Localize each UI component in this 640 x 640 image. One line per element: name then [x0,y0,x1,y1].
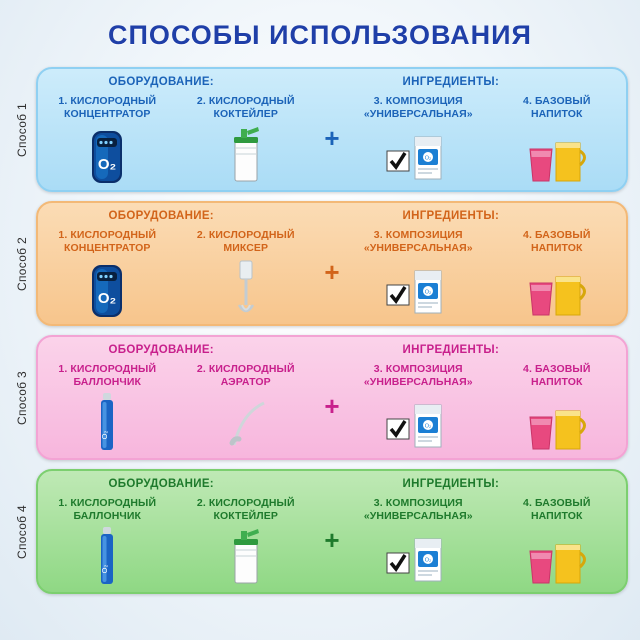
item-number: 2. [196,95,206,107]
plus-sign: + [324,122,340,153]
item-line2: КОКТЕЙЛЕР [213,510,278,523]
item-drinks[interactable] [488,495,627,590]
drinks-icon [488,257,627,322]
item-title [197,95,295,123]
item-title [523,95,590,123]
item-line1: КИСЛОРОДНЫЙ [208,229,295,241]
svg-text:O₂: O₂ [425,155,432,162]
item-title [58,229,156,257]
item-drinks[interactable] [488,227,627,322]
item-sachet[interactable] [349,495,488,590]
item-line1: КИСЛОРОДНЫЙ [208,497,295,509]
plus-sign: + [324,390,340,421]
ingredients-heading: ИНГРЕДИЕНТЫ: [402,76,500,88]
item-title [197,363,295,391]
method-label-1 [8,67,36,192]
item-line2: БАЛЛОНЧИК [73,510,142,523]
aerator-icon [177,391,316,456]
method-panel-2 [36,201,628,326]
plus-separator [315,361,349,456]
item-drinks[interactable] [488,361,627,456]
item-line2: НАПИТОК [530,108,583,121]
mixer-icon [177,257,316,322]
item-aerator[interactable] [177,361,316,456]
method-label-2 [8,201,36,326]
svg-text:O₂: O₂ [98,290,117,307]
item-number: 2. [196,497,206,509]
svg-text:O₂: O₂ [100,564,110,574]
method-row-3 [8,335,628,460]
item-number: 4. [523,95,532,107]
item-title [523,363,590,391]
item-sachet[interactable] [349,93,488,188]
method-label-text: Способ 1 [15,102,29,157]
item-line2: КОНЦЕНТРАТОР [63,108,151,121]
item-line1: БАЗОВЫЙ [535,229,591,241]
method-label-text: Способ 3 [15,370,29,425]
ingredients-heading: ИНГРЕДИЕНТЫ: [402,478,500,490]
item-canister[interactable] [38,495,177,590]
equipment-heading: ОБОРУДОВАНИЕ: [108,344,214,356]
methods-list [0,67,640,594]
item-number: 4. [523,363,532,375]
item-line2: НАПИТОК [530,510,583,523]
plus-separator [315,227,349,322]
plus-separator [315,93,349,188]
item-title [197,229,295,257]
method-panel-4 [36,469,628,594]
svg-text:O₂: O₂ [425,289,432,296]
item-line1: БАЗОВЫЙ [535,497,591,509]
page-title: СПОСОБЫ ИСПОЛЬЗОВАНИЯ [108,20,532,50]
item-line2: НАПИТОК [530,376,583,389]
plus-sign: + [324,524,340,555]
equipment-heading: ОБОРУДОВАНИЕ: [108,478,214,490]
item-line1: КОМПОЗИЦИЯ [385,95,463,107]
item-line2: БАЛЛОНЧИК [73,376,142,389]
item-concentrator[interactable] [38,227,177,322]
method-panel-1 [36,67,628,192]
method-label-text: Способ 4 [15,504,29,559]
item-canister[interactable] [38,361,177,456]
item-title [58,363,156,391]
item-line2: КОКТЕЙЛЕР [213,108,278,121]
item-line1: КИСЛОРОДНЫЙ [208,363,295,375]
canister-icon [38,525,177,590]
item-title [364,363,473,391]
ingredients-heading: ИНГРЕДИЕНТЫ: [402,344,500,356]
item-line2: «УНИВЕРСАЛЬНАЯ» [363,108,473,121]
item-title [197,497,295,525]
item-number: 3. [373,229,383,241]
item-number: 1. [58,363,68,375]
item-number: 1. [58,229,68,241]
item-number: 2. [196,229,206,241]
item-line2: «УНИВЕРСАЛЬНАЯ» [363,376,473,389]
item-number: 3. [373,363,383,375]
item-number: 3. [373,95,383,107]
item-line1: КОМПОЗИЦИЯ [385,497,463,509]
method-label-text: Способ 2 [15,236,29,291]
svg-text:O₂: O₂ [425,423,432,430]
item-line2: КОНЦЕНТРАТОР [63,242,151,255]
sachet-icon [349,257,488,322]
item-title [364,229,473,257]
method-label-3 [8,335,36,460]
drinks-icon [488,123,627,188]
item-title [364,497,473,525]
canister-icon [38,391,177,456]
item-line1: БАЗОВЫЙ [535,95,591,107]
item-sachet[interactable] [349,227,488,322]
item-title [58,95,156,123]
item-line2: НАПИТОК [530,242,583,255]
item-number: 4. [523,497,532,509]
method-label-4 [8,469,36,594]
concentrator-icon [38,257,177,322]
item-concentrator[interactable] [38,93,177,188]
method-panel-3 [36,335,628,460]
sachet-icon [349,391,488,456]
cocktailer-icon [177,123,316,188]
concentrator-icon [38,123,177,188]
drinks-icon [488,525,627,590]
item-line1: КОМПОЗИЦИЯ [385,363,463,375]
item-cocktailer[interactable] [177,495,316,590]
item-title [523,497,590,525]
drinks-icon [488,391,627,456]
ingredients-heading: ИНГРЕДИЕНТЫ: [402,210,500,222]
svg-text:O₂: O₂ [100,430,110,440]
equipment-heading: ОБОРУДОВАНИЕ: [108,76,214,88]
item-line1: КИСЛОРОДНЫЙ [208,95,295,107]
method-row-2 [8,201,628,326]
item-line2: «УНИВЕРСАЛЬНАЯ» [363,510,473,523]
sachet-icon [349,123,488,188]
item-line1: КОМПОЗИЦИЯ [385,229,463,241]
item-number: 3. [373,497,383,509]
method-row-4 [8,469,628,594]
item-number: 4. [523,229,532,241]
item-line2: МИКСЕР [223,242,269,255]
item-number: 1. [58,95,68,107]
item-title [523,229,590,257]
cocktailer-icon [177,525,316,590]
item-number: 1. [58,497,68,509]
item-cocktailer[interactable] [177,93,316,188]
item-line1: КИСЛОРОДНЫЙ [70,497,157,509]
svg-text:O₂: O₂ [98,156,117,173]
item-drinks[interactable] [488,93,627,188]
item-title [364,95,473,123]
item-line2: «УНИВЕРСАЛЬНАЯ» [363,242,473,255]
item-line1: КИСЛОРОДНЫЙ [70,229,157,241]
plus-separator [315,495,349,590]
plus-sign: + [324,256,340,287]
item-sachet[interactable] [349,361,488,456]
item-line1: КИСЛОРОДНЫЙ [70,363,157,375]
svg-text:O₂: O₂ [425,557,432,564]
item-title [58,497,156,525]
equipment-heading: ОБОРУДОВАНИЕ: [108,210,214,222]
item-line2: АЭРАТОР [220,376,271,389]
method-row-1 [8,67,628,192]
item-number: 2. [196,363,206,375]
sachet-icon [349,525,488,590]
item-mixer[interactable] [177,227,316,322]
item-line1: КИСЛОРОДНЫЙ [70,95,157,107]
item-line1: БАЗОВЫЙ [535,363,591,375]
